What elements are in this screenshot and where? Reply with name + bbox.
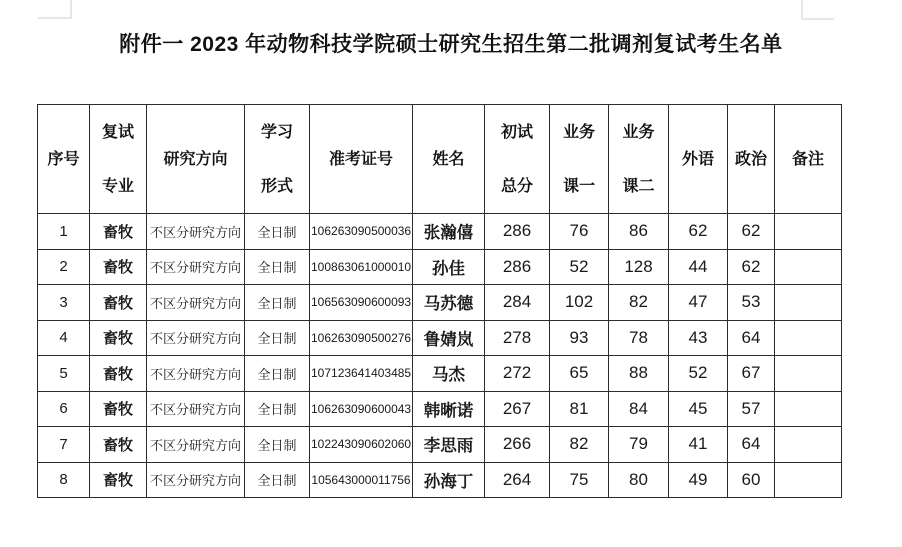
cell-politics: 62	[728, 214, 775, 250]
cell-study_form: 全日制	[245, 427, 310, 463]
cell-remark	[775, 356, 842, 392]
cell-study_form: 全日制	[245, 249, 310, 285]
table-row	[38, 462, 842, 498]
column-header-index	[38, 105, 90, 214]
cell-ticket: 106263090500036	[310, 214, 413, 250]
cell-foreign: 49	[669, 462, 728, 498]
cell-course2: 78	[609, 320, 669, 356]
table-row	[38, 214, 842, 250]
cell-index: 8	[38, 462, 90, 498]
column-header-label: 姓名	[432, 150, 465, 168]
cell-index: 7	[38, 427, 90, 463]
crop-corner-right-mark	[801, 0, 834, 20]
cell-foreign: 41	[669, 427, 728, 463]
cell-politics: 67	[728, 356, 775, 392]
cell-ticket: 106563090600093	[310, 285, 413, 321]
column-header-label: 业务 课一	[562, 123, 595, 195]
column-header-major	[90, 105, 147, 214]
cell-major: 畜牧	[90, 249, 147, 285]
cell-name: 韩晰诺	[413, 391, 485, 427]
cell-ticket: 106263090600043	[310, 391, 413, 427]
cell-study_form: 全日制	[245, 214, 310, 250]
column-header-politics	[728, 105, 775, 214]
column-header-total	[485, 105, 550, 214]
column-header-foreign	[669, 105, 728, 214]
cell-course2: 128	[609, 249, 669, 285]
cell-major: 畜牧	[90, 462, 147, 498]
cell-direction: 不区分研究方向	[147, 249, 245, 285]
column-header-label: 业务 课二	[622, 123, 655, 195]
cell-politics: 53	[728, 285, 775, 321]
document-title: 附件一 2023 年动物科技学院硕士研究生招生第二批调剂复试考生名单	[119, 33, 783, 56]
column-header-label: 学习 形式	[260, 123, 293, 195]
cell-course2: 79	[609, 427, 669, 463]
cell-course1: 102	[550, 285, 609, 321]
cell-total: 266	[485, 427, 550, 463]
cell-remark	[775, 285, 842, 321]
cell-foreign: 44	[669, 249, 728, 285]
column-header-label: 序号	[47, 150, 80, 168]
table-row	[38, 391, 842, 427]
column-header-label: 准考证号	[328, 150, 393, 168]
cell-index: 1	[38, 214, 90, 250]
cell-politics: 64	[728, 427, 775, 463]
cell-foreign: 47	[669, 285, 728, 321]
table-row	[38, 249, 842, 285]
cell-course2: 80	[609, 462, 669, 498]
cell-direction: 不区分研究方向	[147, 356, 245, 392]
cell-study_form: 全日制	[245, 285, 310, 321]
cell-name: 马苏德	[413, 285, 485, 321]
cell-name: 张瀚僖	[413, 214, 485, 250]
cell-ticket: 106263090500276	[310, 320, 413, 356]
cell-name: 李思雨	[413, 427, 485, 463]
cell-course1: 65	[550, 356, 609, 392]
column-header-remark	[775, 105, 842, 214]
cell-name: 鲁婧岚	[413, 320, 485, 356]
table-row	[38, 427, 842, 463]
cell-name: 孙海丁	[413, 462, 485, 498]
cell-direction: 不区分研究方向	[147, 320, 245, 356]
column-header-label: 备注	[791, 150, 824, 168]
cell-major: 畜牧	[90, 391, 147, 427]
cell-course2: 84	[609, 391, 669, 427]
cell-study_form: 全日制	[245, 320, 310, 356]
cell-course2: 88	[609, 356, 669, 392]
table-row	[38, 356, 842, 392]
cell-remark	[775, 214, 842, 250]
cell-direction: 不区分研究方向	[147, 214, 245, 250]
cell-politics: 57	[728, 391, 775, 427]
cell-foreign: 43	[669, 320, 728, 356]
cell-name: 马杰	[413, 356, 485, 392]
table-header	[38, 105, 842, 214]
cell-total: 286	[485, 214, 550, 250]
cell-remark	[775, 462, 842, 498]
crop-corner-left-mark	[38, 0, 72, 19]
column-header-label: 初试 总分	[500, 123, 533, 195]
cell-total: 264	[485, 462, 550, 498]
column-header-label: 政治	[734, 150, 767, 168]
cell-course1: 82	[550, 427, 609, 463]
cell-remark	[775, 320, 842, 356]
cell-direction: 不区分研究方向	[147, 285, 245, 321]
cell-study_form: 全日制	[245, 391, 310, 427]
cell-foreign: 45	[669, 391, 728, 427]
cell-politics: 64	[728, 320, 775, 356]
cell-foreign: 62	[669, 214, 728, 250]
cell-index: 6	[38, 391, 90, 427]
column-header-name	[413, 105, 485, 214]
column-header-course1	[550, 105, 609, 214]
cell-course1: 75	[550, 462, 609, 498]
cell-major: 畜牧	[90, 320, 147, 356]
cell-major: 畜牧	[90, 285, 147, 321]
cell-ticket: 107123641403485	[310, 356, 413, 392]
header-row	[38, 105, 842, 214]
cell-index: 4	[38, 320, 90, 356]
cell-study_form: 全日制	[245, 462, 310, 498]
cell-direction: 不区分研究方向	[147, 391, 245, 427]
cell-major: 畜牧	[90, 356, 147, 392]
cell-total: 278	[485, 320, 550, 356]
candidate-roster-table	[37, 104, 842, 498]
cell-total: 267	[485, 391, 550, 427]
cell-remark	[775, 249, 842, 285]
cell-ticket: 100863061000010	[310, 249, 413, 285]
cell-ticket: 102243090602060	[310, 427, 413, 463]
cell-course1: 81	[550, 391, 609, 427]
table-row	[38, 285, 842, 321]
table-row	[38, 320, 842, 356]
cell-course2: 86	[609, 214, 669, 250]
cell-study_form: 全日制	[245, 356, 310, 392]
cell-major: 畜牧	[90, 427, 147, 463]
cell-politics: 60	[728, 462, 775, 498]
cell-course1: 76	[550, 214, 609, 250]
cell-remark	[775, 427, 842, 463]
cell-index: 2	[38, 249, 90, 285]
cell-remark	[775, 391, 842, 427]
cell-total: 272	[485, 356, 550, 392]
cell-foreign: 52	[669, 356, 728, 392]
cell-course1: 52	[550, 249, 609, 285]
cell-course2: 82	[609, 285, 669, 321]
cell-course1: 93	[550, 320, 609, 356]
column-header-label: 研究方向	[163, 150, 228, 168]
column-header-study_form	[245, 105, 310, 214]
column-header-course2	[609, 105, 669, 214]
cell-total: 286	[485, 249, 550, 285]
column-header-label: 复试 专业	[101, 123, 134, 195]
cell-direction: 不区分研究方向	[147, 462, 245, 498]
cell-name: 孙佳	[413, 249, 485, 285]
column-header-ticket	[310, 105, 413, 214]
cell-direction: 不区分研究方向	[147, 427, 245, 463]
column-header-label: 外语	[681, 150, 714, 168]
column-header-direction	[147, 105, 245, 214]
cell-politics: 62	[728, 249, 775, 285]
cell-total: 284	[485, 285, 550, 321]
table-body	[38, 214, 842, 498]
cell-index: 5	[38, 356, 90, 392]
cell-index: 3	[38, 285, 90, 321]
cell-major: 畜牧	[90, 214, 147, 250]
cell-ticket: 105643000011756	[310, 462, 413, 498]
